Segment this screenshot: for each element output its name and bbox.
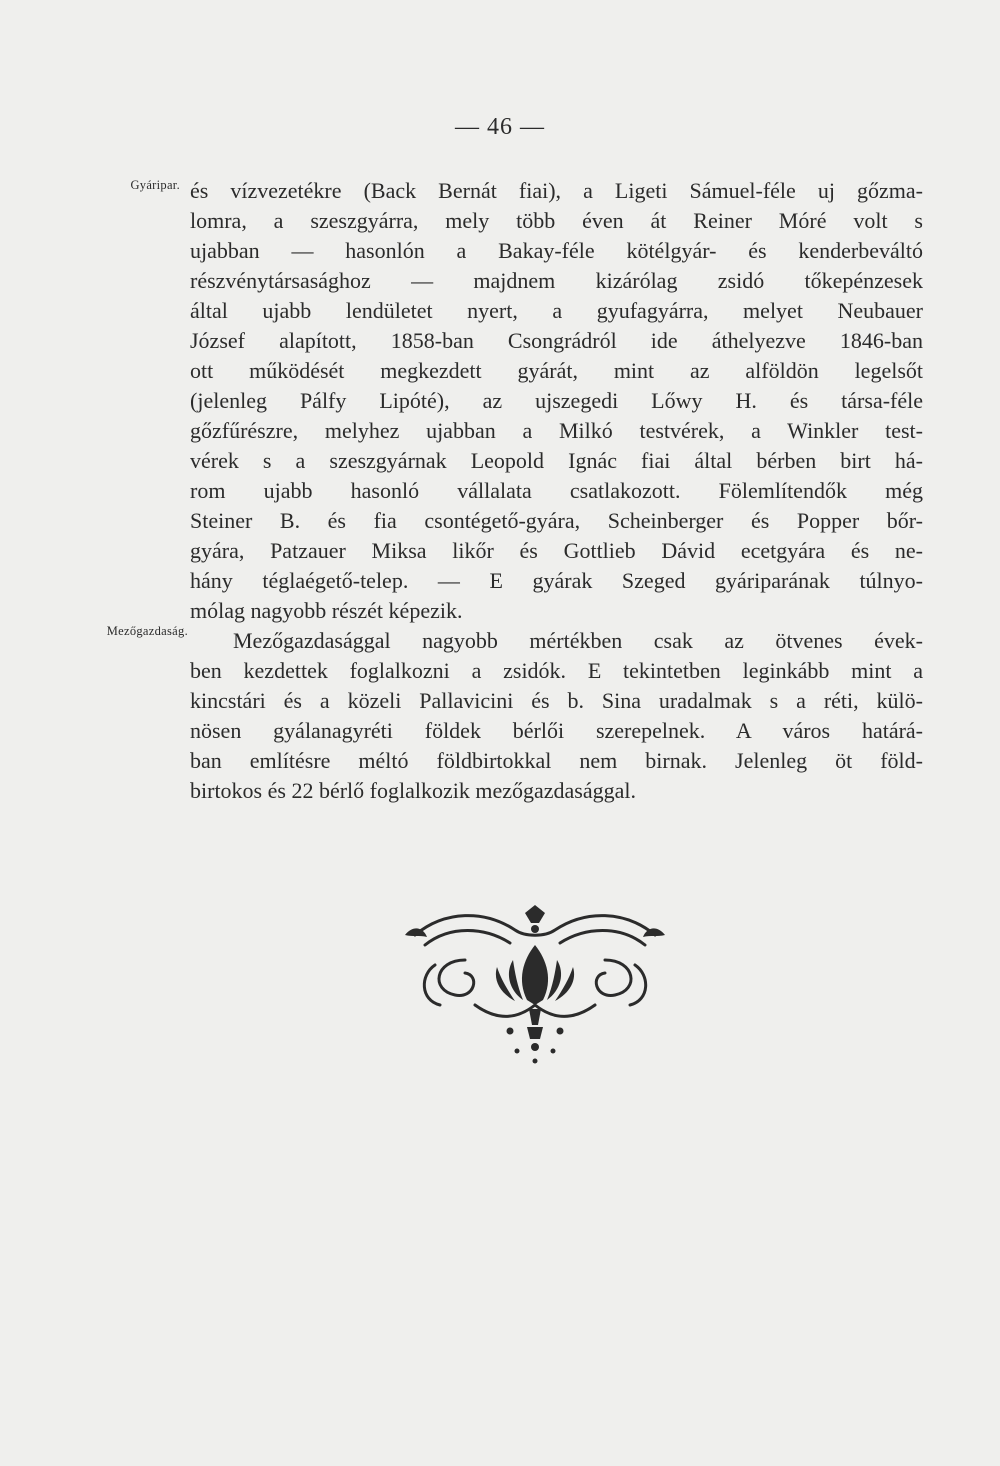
text-line: ben kezdettek foglalkozni a zsidók. E tekintetben leginkább mint a <box>190 658 923 683</box>
text-line: mólag nagyobb részét képezik. <box>190 598 463 623</box>
text-line: hány téglaégető-telep. — E gyárak Szeged gyáriparának túlnyo- <box>190 568 923 593</box>
text-line: lomra, a szeszgyárra, mely több éven át Reiner Móré volt s <box>190 208 923 233</box>
text-line: nösen gyálanagyréti földek bérlői szerepelnek. A város határá- <box>190 718 923 743</box>
text-line: által ujabb lendületet nyert, a gyufagyárra, melyet Neubauer <box>190 298 923 323</box>
text-line: (jelenleg Pálfy Lipóté), az ujszegedi Lőwy H. és társa-féle <box>190 388 923 413</box>
text-line: Mezőgazdasággal nagyobb mértékben csak az ötvenes évek- <box>233 628 923 653</box>
margin-note-agriculture: Mezőgazdaság. <box>106 624 188 638</box>
text-line: Steiner B. és fia csontégető-gyára, Scheinberger és Popper bőr- <box>190 508 923 533</box>
text-line: birtokos és 22 bérlő foglalkozik mezőgazdasággal. <box>190 778 636 803</box>
text-line: részvénytársasághoz — majdnem kizárólag zsidó tőkepénzesek <box>190 268 923 293</box>
page-number: — 46 — <box>455 114 545 140</box>
text-line: rom ujabb hasonló vállalata csatlakozott. Fölemlítendők még <box>190 478 923 503</box>
text-line: gyára, Patzauer Miksa likőr és Gottlieb Dávid ecetgyára és ne- <box>190 538 923 563</box>
text-line: József alapított, 1858-ban Csongrádról ide áthelyezve 1846-ban <box>190 328 923 353</box>
text-line: gőzfűrészre, melyhez ujabban a Milkó testvérek, a Winkler test- <box>190 418 923 443</box>
text-line: ujabban — hasonlón a Bakay-féle kötélgyár- és kenderbeváltó <box>190 238 923 263</box>
margin-note-industry: Gyáripar. <box>130 178 180 192</box>
floral-vignette-icon <box>405 905 665 1065</box>
text-line: ott működését megkezdett gyárát, mint az alföldön legelsőt <box>190 358 923 383</box>
text-line: kincstári és a közeli Pallavicini és b. Sina uradalmak s a réti, külö- <box>190 688 923 713</box>
text-line: vérek s a szeszgyárnak Leopold Ignác fiai által bérben birt há- <box>190 448 923 473</box>
text-line: ban említésre méltó földbirtokkal nem birnak. Jelenleg öt föld- <box>190 748 923 773</box>
text-line: és vízvezetékre (Back Bernát fiai), a Ligeti Sámuel-féle uj gőzma- <box>190 178 923 203</box>
